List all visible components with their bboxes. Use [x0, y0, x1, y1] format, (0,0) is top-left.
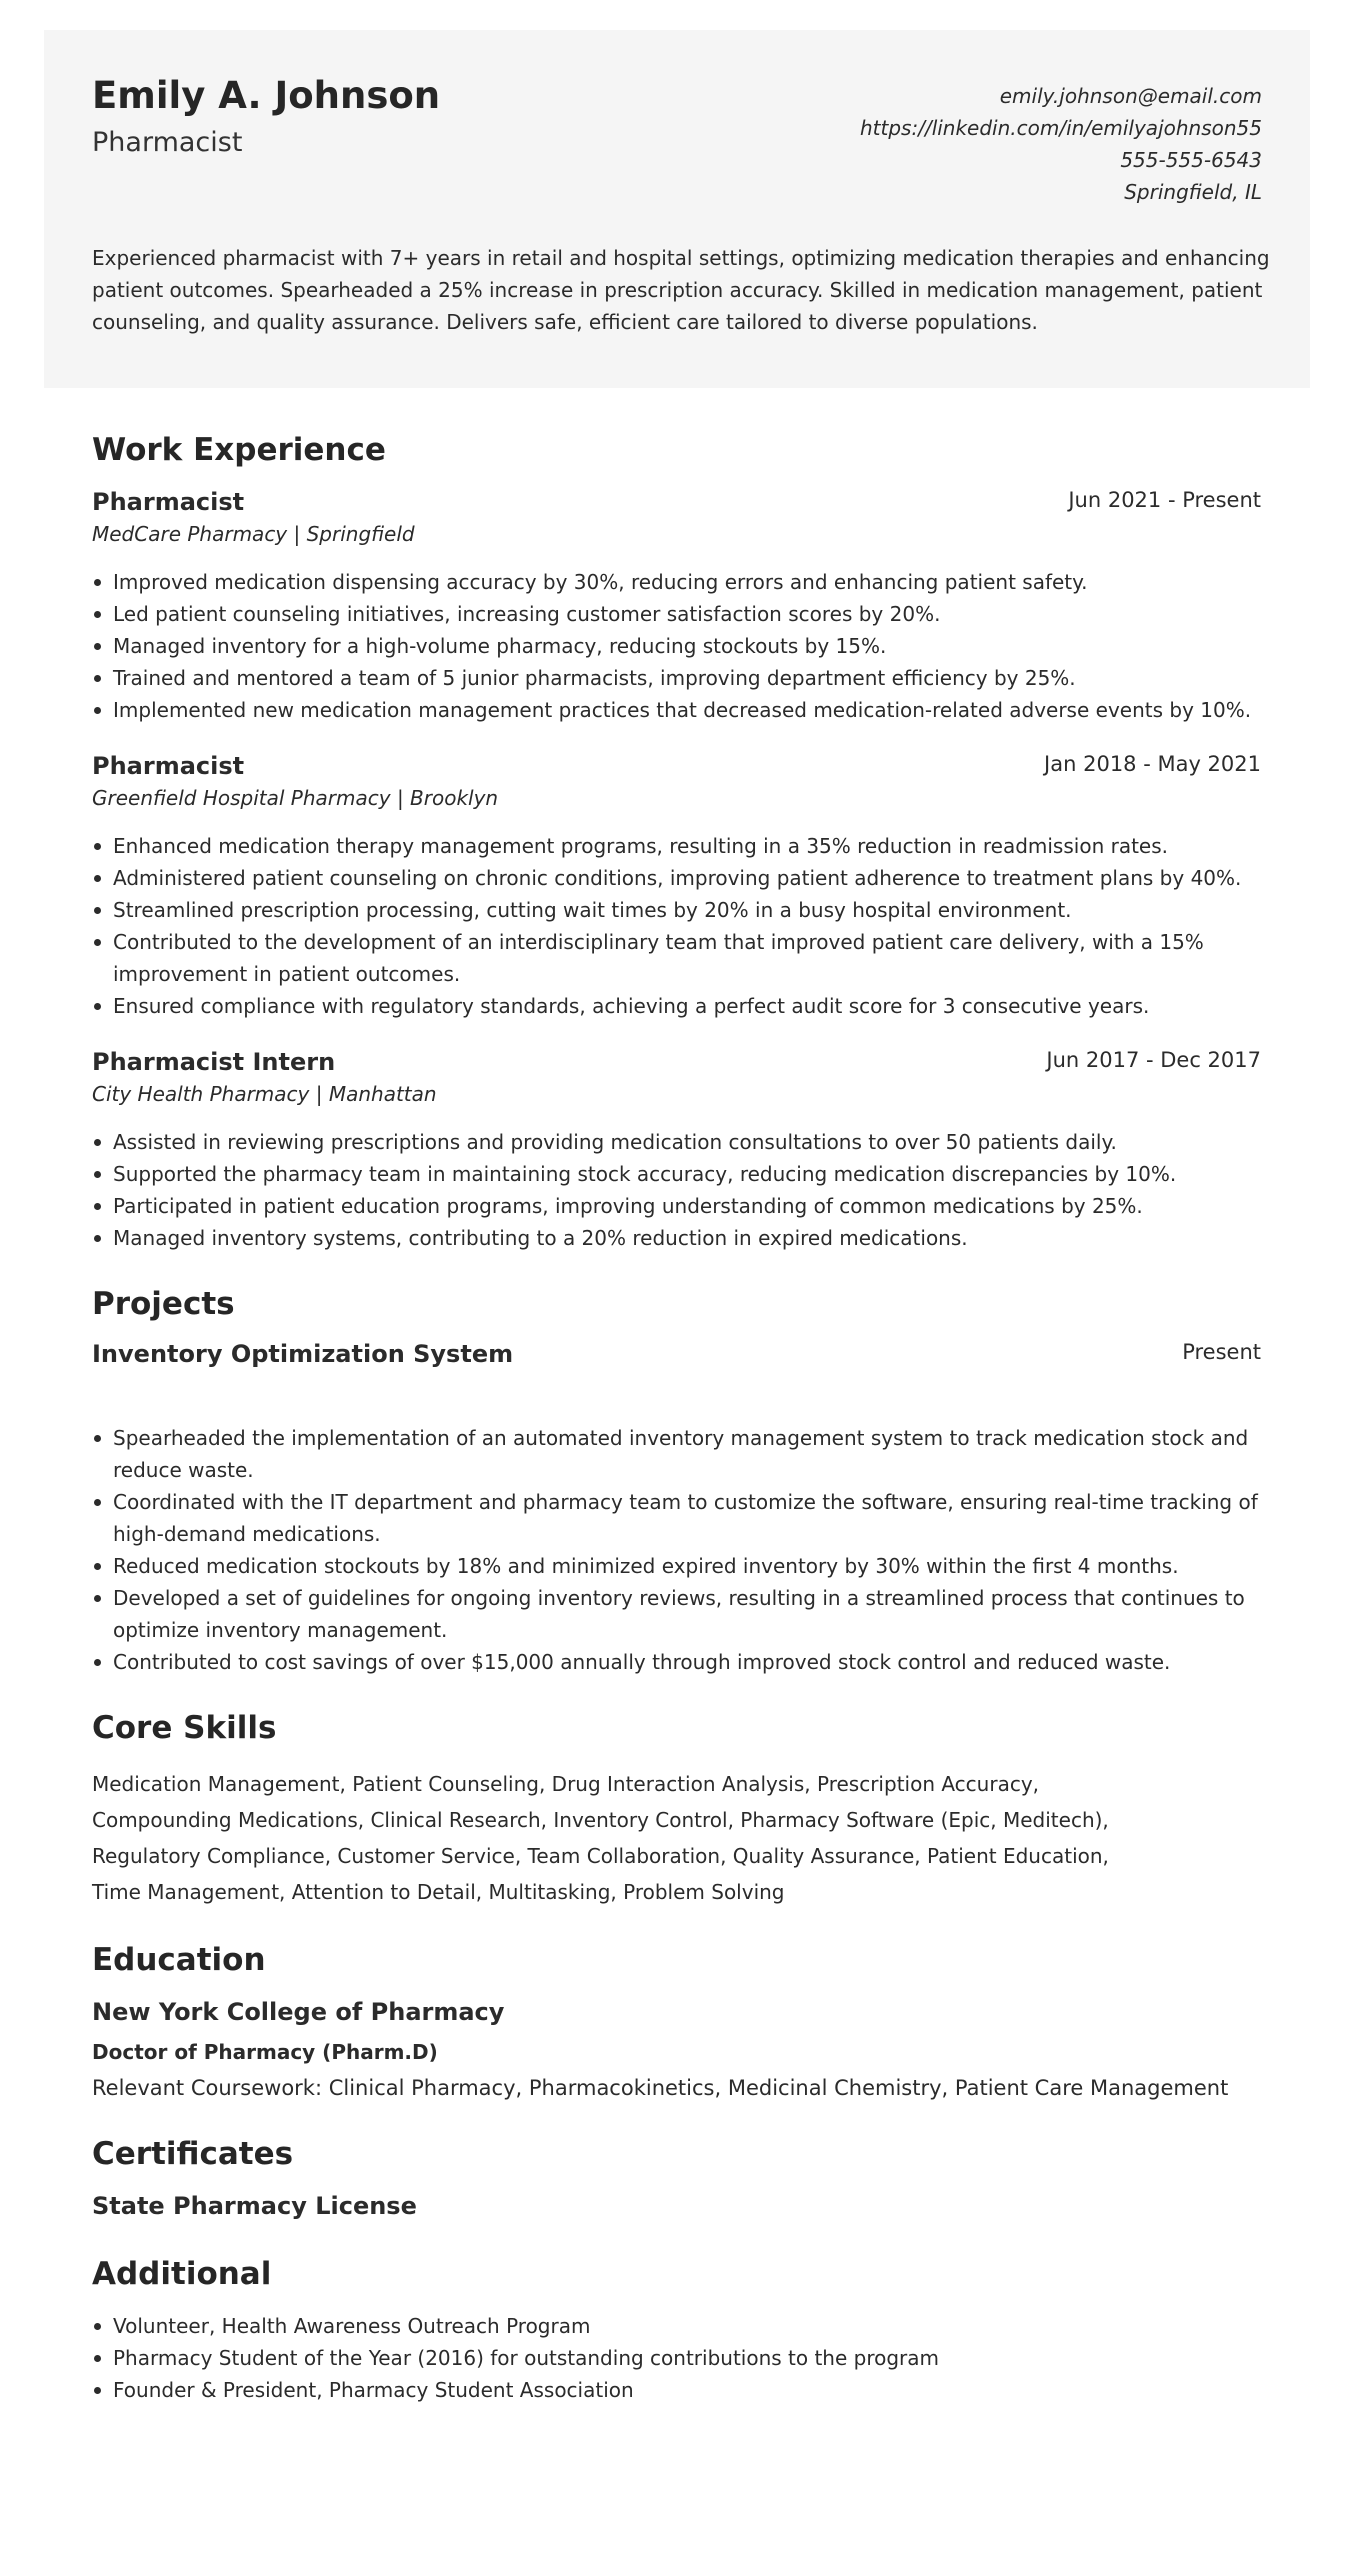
bullet-item: Managed inventory for a high-volume pharmacy, reducing stockouts by 15%.	[92, 630, 1261, 662]
section-title-education: Education	[92, 1942, 266, 1978]
bullet-item: Pharmacy Student of the Year (2016) for outstanding contributions to the program	[92, 2342, 1261, 2374]
contact-block	[860, 80, 1262, 208]
job-dates: Jan 2018 - May 2021	[1044, 752, 1261, 776]
project-bullets	[92, 1422, 1261, 1678]
bullet-item: Contributed to cost savings of over $15,000 annually through improved stock control and reduced waste.	[92, 1646, 1261, 1678]
skills-list: Medication Management, Patient Counseling, Drug Interaction Analysis, Prescription Accuracy, Compounding Medications, Clinical Research, Inventory Control, Pharmacy Software (Epic, Meditech), Regulatory Compliance, Customer Service, Team Collaboration, Quality Assurance, Patient Education, Time Management, Attention to Detail, Multitasking, Problem Solving	[92, 1772, 1109, 1904]
bullet-item: Led patient counseling initiatives, increasing customer satisfaction scores by 20%.	[92, 598, 1261, 630]
section-title-certificates: Certificates	[92, 2136, 294, 2172]
job-title: Pharmacist	[92, 488, 245, 516]
bullet-item: Enhanced medication therapy management programs, resulting in a 35% reduction in readmission rates.	[92, 830, 1261, 862]
job-company: Greenfield Hospital Pharmacy | Brooklyn	[92, 786, 499, 810]
job-bullets	[92, 1126, 1261, 1254]
bullet-item: Ensured compliance with regulatory standards, achieving a perfect audit score for 3 consecutive years.	[92, 990, 1261, 1022]
bullet-item: Participated in patient education programs, improving understanding of common medications by 25%.	[92, 1190, 1261, 1222]
job-dates: Jun 2021 - Present	[1068, 488, 1261, 512]
contact-phone: 555-555-6543	[1120, 148, 1262, 172]
bullet-item: Administered patient counseling on chronic conditions, improving patient adherence to treatment plans by 40%.	[92, 862, 1261, 894]
bullet-item: Contributed to the development of an interdisciplinary team that improved patient care delivery, with a 15% improvement in patient outcomes.	[92, 926, 1261, 990]
job-company: City Health Pharmacy | Manhattan	[92, 1082, 437, 1106]
contact-location: Springfield, IL	[1124, 180, 1262, 204]
job-entry	[92, 488, 1261, 726]
bullet-item: Improved medication dispensing accuracy by 30%, reducing errors and enhancing patient safety.	[92, 566, 1261, 598]
section-title-additional: Additional	[92, 2256, 272, 2292]
job-bullets	[92, 830, 1261, 1022]
job-dates: Jun 2017 - Dec 2017	[1046, 1048, 1261, 1072]
project-entry	[92, 1340, 1261, 1678]
job-title: Pharmacist	[92, 752, 245, 780]
job-header	[92, 488, 1261, 516]
bullet-item: Reduced medication stockouts by 18% and minimized expired inventory by 30% within the first 4 months.	[92, 1550, 1261, 1582]
profile-summary: Experienced pharmacist with 7+ years in retail and hospital settings, optimizing medication therapies and enhancing patient outcomes. Spearheaded a 25% increase in prescription accuracy. Skilled in medication management, patient counseling, and quality assurance. Delivers safe, efficient care tailored to diverse populations.	[92, 246, 1270, 334]
job-bullets	[92, 566, 1261, 726]
contact-email[interactable]: emily.johnson@email.com	[999, 84, 1262, 108]
contact-linkedin[interactable]: https://linkedin.com/in/emilyajohnson55	[860, 116, 1262, 140]
candidate-title: Pharmacist	[92, 127, 243, 158]
resume-header	[44, 30, 1310, 388]
bullet-item: Developed a set of guidelines for ongoing inventory reviews, resulting in a streamlined process that continues to optimize inventory management.	[92, 1582, 1261, 1646]
bullet-item: Supported the pharmacy team in maintaining stock accuracy, reducing medication discrepancies by 10%.	[92, 1158, 1261, 1190]
bullet-item: Volunteer, Health Awareness Outreach Program	[92, 2310, 1261, 2342]
job-header	[92, 752, 1261, 780]
job-header	[92, 1048, 1261, 1076]
resume-body	[92, 432, 1261, 2406]
job-entry	[92, 752, 1261, 1022]
education-degree: Doctor of Pharmacy (Pharm.D)	[92, 2040, 438, 2064]
job-title: Pharmacist Intern	[92, 1048, 336, 1076]
bullet-item: Streamlined prescription processing, cutting wait times by 20% in a busy hospital environment.	[92, 894, 1261, 926]
bullet-item: Coordinated with the IT department and pharmacy team to customize the software, ensuring real-time tracking of high-demand medications.	[92, 1486, 1261, 1550]
project-header	[92, 1340, 1261, 1368]
additional-list	[92, 2310, 1261, 2406]
project-title: Inventory Optimization System	[92, 1340, 514, 1368]
certificate-item: State Pharmacy License	[92, 2192, 417, 2220]
job-company: MedCare Pharmacy | Springfield	[92, 522, 415, 546]
bullet-item: Founder & President, Pharmacy Student Association	[92, 2374, 1261, 2406]
bullet-item: Implemented new medication management practices that decreased medication-related adverse events by 10%.	[92, 694, 1261, 726]
project-dates: Present	[1182, 1340, 1261, 1364]
education-school: New York College of Pharmacy	[92, 1998, 505, 2026]
bullet-item: Trained and mentored a team of 5 junior pharmacists, improving department efficiency by 25%.	[92, 662, 1261, 694]
job-entry	[92, 1048, 1261, 1254]
section-title-skills: Core Skills	[92, 1710, 277, 1746]
candidate-name: Emily A. Johnson	[92, 74, 441, 117]
bullet-item: Spearheaded the implementation of an automated inventory management system to track medication stock and reduce waste.	[92, 1422, 1261, 1486]
section-title-work: Work Experience	[92, 432, 386, 468]
education-coursework: Relevant Coursework: Clinical Pharmacy, Pharmacokinetics, Medicinal Chemistry, Patient Care Management	[92, 2076, 1229, 2100]
section-title-projects: Projects	[92, 1286, 235, 1322]
bullet-item: Managed inventory systems, contributing to a 20% reduction in expired medications.	[92, 1222, 1261, 1254]
bullet-item: Assisted in reviewing prescriptions and providing medication consultations to over 50 patients daily.	[92, 1126, 1261, 1158]
